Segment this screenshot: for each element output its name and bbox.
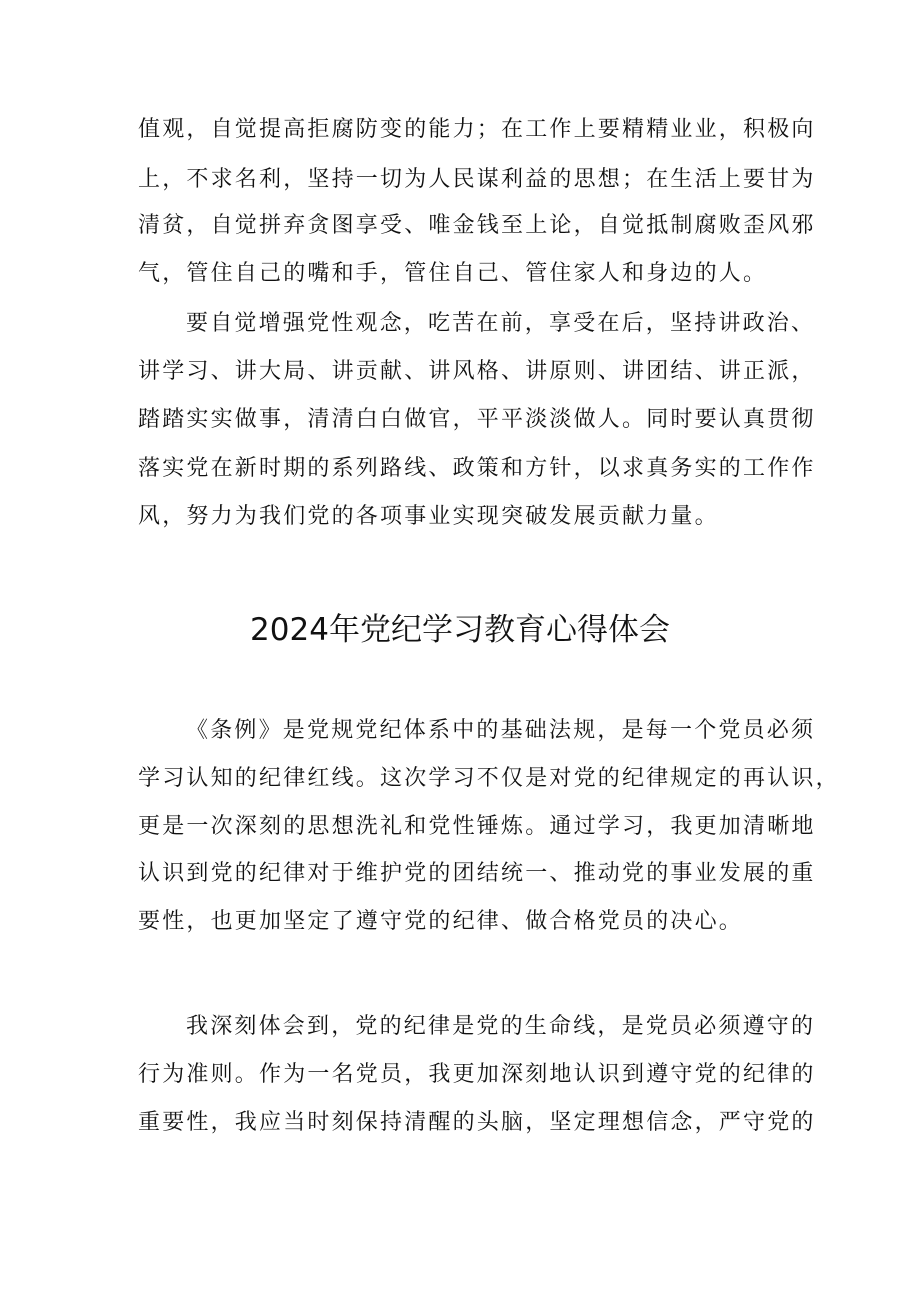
intro-line-4: 气，管住自己的嘴和手，管住自己、管住家人和身边的人。 <box>138 261 768 286</box>
para4-line-1: 我深刻体会到，党的纪律是党的生命线，是党员必须遵守的 <box>186 1014 816 1039</box>
para2-line-3: 踏踏实实做事，清清白白做官，平平淡淡做人。同时要认真贯彻 <box>138 407 816 432</box>
para4-line-3: 重要性，我应当时刻保持清醒的头脑，坚定理想信念，严守党的 <box>138 1110 816 1135</box>
para2-line-2: 讲学习、讲大局、讲贡献、讲风格、讲原则、讲团结、讲正派， <box>138 359 816 384</box>
intro-line-2: 上，不求名利，坚持一切为人民谋利益的思想；在生活上要甘为 <box>138 167 816 192</box>
para3-line-1: 《条例》是党规党纪体系中的基础法规，是每一个党员必须 <box>186 718 816 743</box>
para4-line-2: 行为准则。作为一名党员，我更加深刻地认识到遵守党的纪律的 <box>138 1062 816 1087</box>
para2-line-1: 要自觉增强党性观念，吃苦在前，享受在后，坚持讲政治、 <box>186 311 816 336</box>
intro-line-3: 清贫，自觉拼弃贪图享受、唯金钱至上论，自觉抵制腐败歪风邪 <box>138 213 816 238</box>
para2-line-5: 风，努力为我们党的各项事业实现突破发展贡献力量。 <box>138 504 719 529</box>
para3-line-2: 学习认知的纪律红线。这次学习不仅是对党的纪律规定的再认识， <box>138 766 840 791</box>
para3-line-4: 认识到党的纪律对于维护党的团结统一、推动党的事业发展的重 <box>138 861 816 886</box>
para2-line-4: 落实党在新时期的系列路线、政策和方针，以求真务实的工作作 <box>138 456 816 481</box>
para3-line-3: 更是一次深刻的思想洗礼和党性锤炼。通过学习，我更加清晰地 <box>138 814 816 839</box>
intro-line-1: 值观，自觉提高拒腐防变的能力；在工作上要精精业业，积极向 <box>138 117 816 142</box>
para3-line-5: 要性，也更加坚定了遵守党的纪律、做合格党员的决心。 <box>138 909 744 934</box>
page-title: 2024年党纪学习教育心得体会 <box>250 612 670 648</box>
